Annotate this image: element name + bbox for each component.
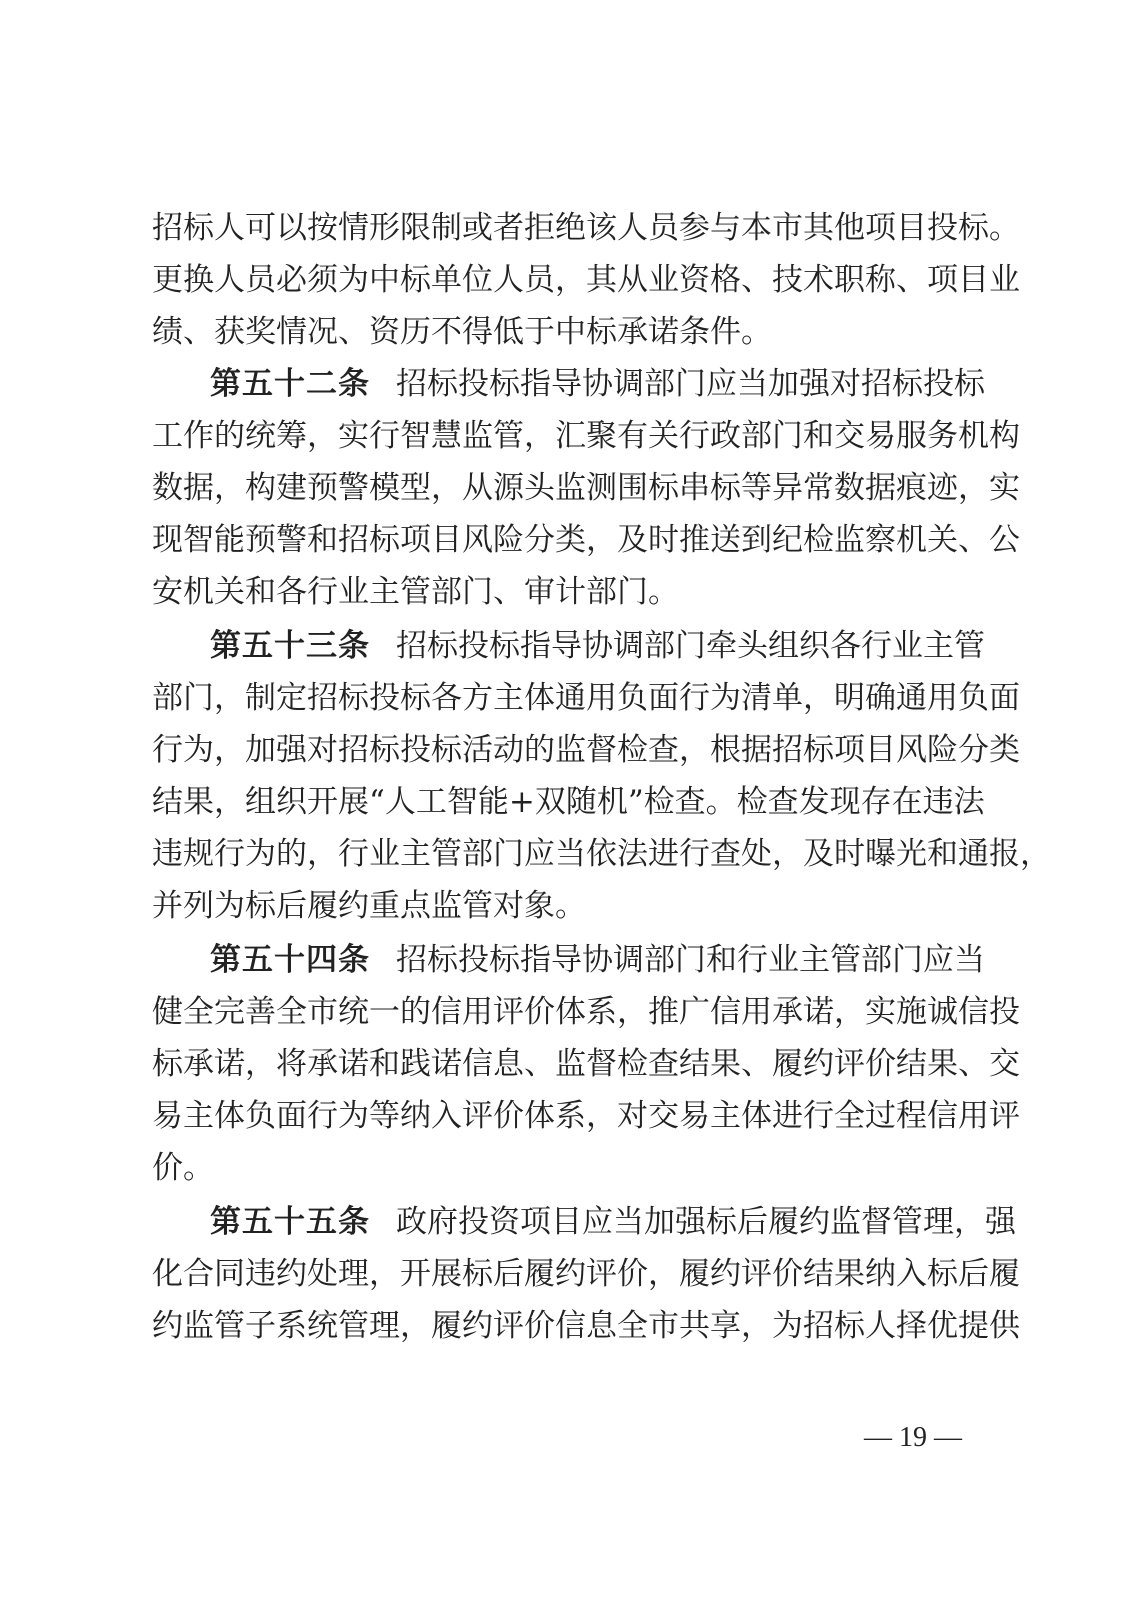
body-text-line: 约监管子系统管理，履约评价信息全市共享，为招标人择优提供 (152, 1308, 1020, 1344)
body-text-line: 并列为标后履约重点监管对象。 (152, 888, 586, 924)
article-52-first-line (210, 364, 985, 404)
article-heading: 第五十四条 (210, 942, 370, 978)
article-text: 政府投资项目应当加强标后履约监督管理，强 (396, 1204, 1016, 1240)
body-text-line: 行为，加强对招标投标活动的监督检查，根据招标项目风险分类 (152, 732, 1020, 768)
body-text-line: 更换人员必须为中标单位人员，其从业资格、技术职称、项目业 (152, 262, 1020, 298)
article-54-first-line (210, 940, 985, 980)
body-text-line: 化合同违约处理，开展标后履约评价，履约评价结果纳入标后履 (152, 1256, 1020, 1292)
article-heading: 第五十二条 (210, 366, 370, 402)
body-text-line: 安机关和各行业主管部门、审计部门。 (152, 574, 679, 610)
body-text-line: 违规行为的，行业主管部门应当依法进行查处，及时曝光和通报， (152, 836, 1051, 872)
article-53-first-line (210, 626, 985, 666)
body-text-line: 结果，组织开展“人工智能+双随机”检查。检查发现存在违法 (152, 784, 985, 820)
article-text: 招标投标指导协调部门牵头组织各行业主管 (396, 628, 985, 664)
body-text-line: 部门，制定招标投标各方主体通用负面行为清单，明确通用负面 (152, 680, 1020, 716)
body-text-line: 价。 (152, 1150, 214, 1186)
article-heading: 第五十五条 (210, 1204, 370, 1240)
body-text-line: 数据，构建预警模型，从源头监测围标串标等异常数据痕迹，实 (152, 470, 1020, 506)
body-text-line: 健全完善全市统一的信用评价体系，推广信用承诺，实施诚信投 (152, 994, 1020, 1030)
body-text-line: 易主体负面行为等纳入评价体系，对交易主体进行全过程信用评 (152, 1098, 1020, 1134)
body-text-line: 绩、获奖情况、资历不得低于中标承诺条件。 (152, 314, 772, 350)
article-heading: 第五十三条 (210, 628, 370, 664)
body-text-line: 标承诺，将承诺和践诺信息、监督检查结果、履约评价结果、交 (152, 1046, 1020, 1082)
article-text: 招标投标指导协调部门应当加强对招标投标 (396, 366, 985, 402)
page-number: — 19 — (864, 1422, 962, 1453)
body-text-line: 工作的统筹，实行智慧监管，汇聚有关行政部门和交易服务机构 (152, 418, 1020, 454)
article-text: 招标投标指导协调部门和行业主管部门应当 (396, 942, 985, 978)
article-55-first-line (210, 1202, 1016, 1242)
body-text-line: 招标人可以按情形限制或者拒绝该人员参与本市其他项目投标。 (152, 210, 1020, 246)
body-text-line: 现智能预警和招标项目风险分类，及时推送到纪检监察机关、公 (152, 522, 1020, 558)
